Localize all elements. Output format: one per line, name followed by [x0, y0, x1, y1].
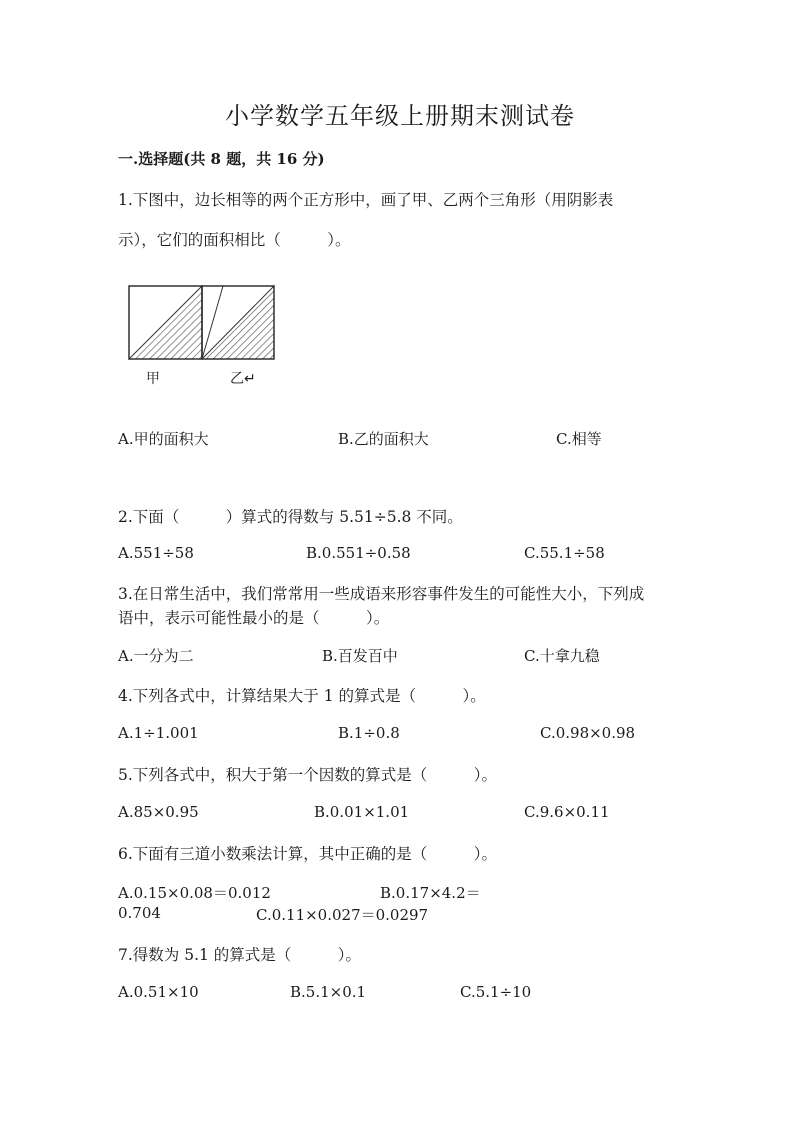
- section-heading: 一.选择题(共 8 题，共 16 分): [118, 150, 325, 168]
- question-5-option-a: A.85×0.95: [118, 803, 199, 821]
- question-1-line-2: 示），它们的面积相比（ ）。: [118, 231, 351, 249]
- question-3-option-a: A.一分为二: [118, 647, 194, 665]
- question-6-option-a: A.0.15×0.08＝0.012: [118, 884, 271, 902]
- label-jia: 甲: [146, 371, 160, 387]
- question-4-text: 4.下列各式中，计算结果大于 1 的算式是（ ）。: [118, 687, 486, 705]
- question-3-option-b: B.百发百中: [322, 647, 398, 665]
- page-title: 小学数学五年级上册期末测试卷: [225, 102, 575, 130]
- question-6-option-c: C.0.11×0.027＝0.0297: [256, 906, 429, 924]
- question-6-option-b-line-1: B.0.17×4.2＝: [380, 884, 481, 902]
- question-7-text: 7.得数为 5.1 的算式是（ ）。: [118, 946, 362, 964]
- question-1-line-1: 1.下图中，边长相等的两个正方形中，画了甲、乙两个三角形（用阴影表: [118, 191, 614, 209]
- question-6-text: 6.下面有三道小数乘法计算，其中正确的是（ ）。: [118, 845, 498, 863]
- question-5-text: 5.下列各式中，积大于第一个因数的算式是（ ）。: [118, 766, 498, 784]
- label-yi: 乙↵: [230, 371, 256, 387]
- question-3-option-c: C.十拿九稳: [524, 647, 600, 665]
- question-4-option-b: B.1÷0.8: [338, 724, 400, 742]
- question-4-option-c: C.0.98×0.98: [540, 724, 636, 742]
- question-1-option-a: A.甲的面积大: [118, 430, 209, 448]
- question-2-option-c: C.55.1÷58: [524, 544, 605, 562]
- question-1-figure: [126, 283, 286, 369]
- question-7-option-c: C.5.1÷10: [460, 983, 532, 1001]
- question-5-option-b: B.0.01×1.01: [314, 803, 410, 821]
- question-7-option-b: B.5.1×0.1: [290, 983, 367, 1001]
- question-6-option-b-line-2: 0.704: [118, 904, 161, 922]
- question-4-option-a: A.1÷1.001: [118, 724, 199, 742]
- question-3-line-1: 3.在日常生活中，我们常常用一些成语来形容事件发生的可能性大小，下列成: [118, 585, 645, 603]
- triangle-jia: [129, 286, 202, 359]
- question-5-option-c: C.9.6×0.11: [524, 803, 610, 821]
- question-1-option-b: B.乙的面积大: [338, 430, 429, 448]
- question-2-text: 2.下面（ ）算式的得数与 5.51÷5.8 不同。: [118, 508, 463, 526]
- question-3-line-2: 语中，表示可能性最小的是（ ）。: [118, 609, 390, 627]
- question-7-option-a: A.0.51×10: [118, 983, 199, 1001]
- two-squares-triangles-diagram: [126, 283, 286, 365]
- question-2-option-b: B.0.551÷0.58: [306, 544, 411, 562]
- question-2-option-a: A.551÷58: [118, 544, 194, 562]
- question-1-option-c: C.相等: [556, 430, 602, 448]
